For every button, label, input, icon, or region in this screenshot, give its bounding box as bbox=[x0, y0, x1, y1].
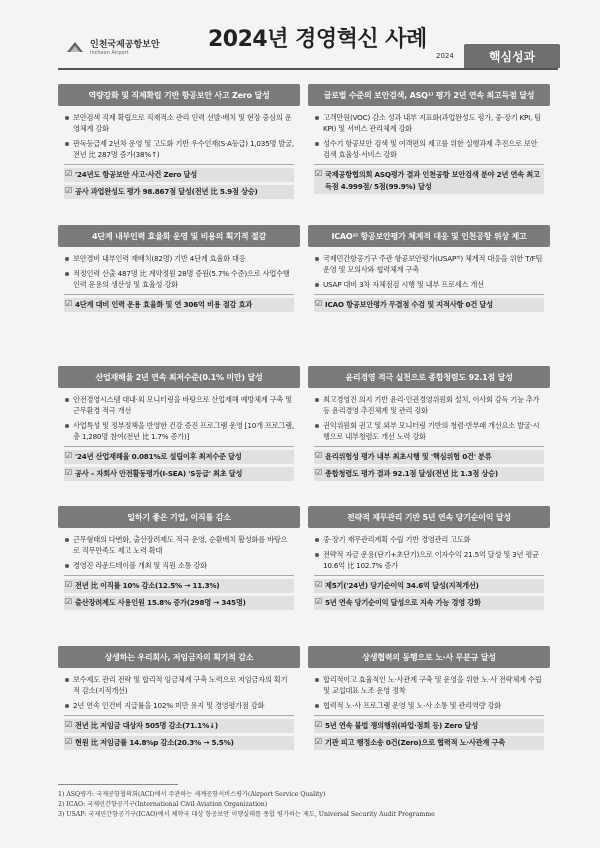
achievement-card bbox=[58, 646, 300, 757]
results-box bbox=[314, 446, 544, 481]
bullet-item: 고객만원(VOC) 감소 성과 내부 지표화(과업완성도 평가, 중·장기 KPI, 팀 KPI) 및 서비스 관리체계 강화 bbox=[314, 112, 544, 134]
bullet-item: 성수기 항공보안 검색 및 여객편의 제고를 위한 실행과제 추진으로 보안검색 효율성·서비스 강화 bbox=[314, 138, 544, 160]
page-header bbox=[58, 18, 558, 74]
bullet-item: 합리적이고 효율적인 노·사관계 구축 및 운영을 위한 노·사 전략체계 수립 및 교섭대표 노조 운영 정착 bbox=[314, 674, 544, 696]
footnote: 1) ASQ평가: 국제공항협의회(ACI)에서 주관하는 세계공항서비스평가(Airport Service Quality) bbox=[58, 791, 326, 798]
result-item: ☑ 전년 比 저임금 대상자 505명 감소(71.1%↓) bbox=[64, 719, 294, 733]
card-heading: 윤리경영 적극 실천으로 종합청렴도 92.1점 달성 bbox=[308, 366, 550, 388]
footnote: 3) USAP: 국제민간항공기구(ICAO)에서 체약국 대상 항공보안 이행실태를 종합 평가하는 제도, Universal Security Audit Programme bbox=[58, 811, 435, 818]
bullet-item: 보안경비 내부인력 재배치(82명) 기반 4단계 효율화 대응 bbox=[64, 253, 294, 264]
card-body bbox=[308, 668, 550, 757]
result-item: ☑ 국제공항협의회 ASQ평가 결과 인천공항 보안검색 분야 2년 연속 최고득점 4.999점/ 5점(99.9%) 달성 bbox=[314, 168, 544, 194]
card-body bbox=[308, 528, 550, 617]
result-item: ☑ '24년도 항공보안 사고·사건 Zero 달성 bbox=[64, 168, 294, 182]
core-achievements-tab: 핵심성과 bbox=[464, 44, 560, 68]
achievement-card bbox=[308, 506, 550, 617]
card-body bbox=[308, 247, 550, 319]
results-box bbox=[314, 294, 544, 312]
bullet-item: 권익위원회 권고 및 외부 모니터링 기반의 청렴·반부패 개선요소 발굴·시행으로 내부청렴도 개선 노력 강화 bbox=[314, 420, 544, 442]
bullet-item: 보수제도 관리 전략 및 합리적 임금체계 구축 노력으로 저임금자의 획기적 감소(지적개선) bbox=[64, 674, 294, 696]
footnote-divider bbox=[58, 784, 178, 785]
year-label: 2024 bbox=[436, 52, 454, 60]
card-heading: 글로벌 수준의 보안검색, ASQ¹⁾ 평가 2년 연속 최고득점 달성 bbox=[308, 84, 550, 106]
card-body bbox=[58, 668, 300, 757]
result-item: ☑ 전년 比 이직률 10% 감소(12.5% → 11.3%) bbox=[64, 579, 294, 593]
logo-icon bbox=[66, 40, 84, 56]
card-body bbox=[308, 388, 550, 488]
achievement-card bbox=[58, 225, 300, 319]
card-heading: 전략적 재무관리 기반 5년 연속 당기순이익 달성 bbox=[308, 506, 550, 528]
results-box bbox=[64, 164, 294, 199]
results-box bbox=[64, 715, 294, 750]
result-item: ☑ 제5기('24년) 당기순이익 34.6억 달성(지적개선) bbox=[314, 579, 544, 593]
results-box bbox=[314, 575, 544, 610]
header-divider bbox=[58, 68, 558, 70]
card-heading: 상생협력의 동행으로 노·사 무분규 달성 bbox=[308, 646, 550, 668]
bullet-item: USAP 대비 3차 자체점검 시행 및 내부 프로세스 개선 bbox=[314, 279, 544, 290]
bullet-item: 적정인력 산출 487명 比 계약정원 28명 증원(5.7% 수준)으로 사업수행 인력 운용의 생산성 및 효율성 강화 bbox=[64, 268, 294, 290]
achievement-card bbox=[308, 366, 550, 488]
bullet-item: 중·장기 재무관리계획 수립 기반 경영관리 고도화 bbox=[314, 534, 544, 545]
achievement-card bbox=[58, 84, 300, 206]
result-item: ☑ 종합청렴도 평가 결과 92.1점 달성(전년 比 1.3점 상승) bbox=[314, 467, 544, 481]
footnote: 2) ICAO: 국제민간항공기구(International Civil Aviation Organization) bbox=[58, 801, 268, 808]
card-body bbox=[58, 106, 300, 206]
results-box bbox=[64, 446, 294, 481]
results-box bbox=[314, 715, 544, 750]
company-logo bbox=[66, 40, 160, 56]
result-item: ☑ 출산장려제도 사용인원 15.8% 증가(298명 → 345명) bbox=[64, 596, 294, 610]
result-item: ☑ 공사 과업완성도 평가 98.867점 달성(전년 比 5.9점 상승) bbox=[64, 185, 294, 199]
result-item: ☑ 현원 比 저임금률 14.8%p 감소(20.3% → 5.5%) bbox=[64, 736, 294, 750]
results-box bbox=[64, 575, 294, 610]
card-body bbox=[58, 528, 300, 617]
bullet-item: 경영진 라운드테이블 개최 및 직원 소통 강화 bbox=[64, 560, 294, 571]
achievement-card bbox=[58, 506, 300, 617]
logo-name: 인천국제공항보안 bbox=[90, 40, 160, 50]
achievement-card bbox=[308, 646, 550, 757]
result-item: ☑ ICAO 항공보안평가 무결점 수검 및 지적사항 0건 달성 bbox=[314, 298, 544, 312]
result-item: ☑ 5년 연속 불법 쟁의행위(파업·점회 등) Zero 달성 bbox=[314, 719, 544, 733]
result-item: ☑ 기관 피고 행정소송 0건(Zero)으로 협력적 노·사관계 구축 bbox=[314, 736, 544, 750]
achievement-card bbox=[308, 225, 550, 319]
results-box bbox=[314, 164, 544, 194]
bullet-item: 협력적 노·사 프로그램 운영 및 노·사 소통 및 관리역량 강화 bbox=[314, 700, 544, 711]
card-heading: 역량강화 및 직제확립 기반 항공보안 사고 Zero 달성 bbox=[58, 84, 300, 106]
footnotes bbox=[58, 790, 558, 820]
result-item: ☑ 5년 연속 당기순이익 달성으로 지속 가능 경영 강화 bbox=[314, 596, 544, 610]
bullet-item: 국제민간항공기구 주관 항공보안평가(USAP³⁾) 체계적 대응을 위한 T/F팀 운영 및 모의사와 협력체계 구축 bbox=[314, 253, 544, 275]
bullet-item: 안전경영시스템 대내·외 모니터링을 바탕으로 산업재해 예방체계 구축 및 근무환경 적극 개선 bbox=[64, 394, 294, 416]
bullet-item: 사업특성 및 정부정책을 반영한 건강 증진 프로그램 운영 [10개 프로그램, 총 1,280명 참여(전년 比 1.7% 증가)] bbox=[64, 420, 294, 442]
card-heading: ICAO²⁾ 항공보안평가 체계적 대응 및 인천공항 위상 제고 bbox=[308, 225, 550, 247]
card-heading: 상생하는 우리회사, 저임금자의 획기적 감소 bbox=[58, 646, 300, 668]
result-item: ☑ 윤리위험성 평가 내부 최초시행 및 '핵심위험 0건' 분류 bbox=[314, 450, 544, 464]
card-body bbox=[58, 247, 300, 319]
bullet-item: 보안검색 직제 확립으로 직재적소 관리 인력 선발·배치 및 현장 중심의 운영체계 강화 bbox=[64, 112, 294, 134]
bullet-item: 판독등급제 2년차 운영 및 고도화 기반 우수인재(S·A등급) 1,035명 발굴, 전년 比 287명 증가(38%↑) bbox=[64, 138, 294, 160]
bullet-item: 2년 연속 인건비 지급률을 102% 미만 유지 및 경영평가점 강화 bbox=[64, 700, 294, 711]
result-item: ☑ 공사 – 자회사 안전활동평가(I-SEA) 'S등급' 최초 달성 bbox=[64, 467, 294, 481]
card-body bbox=[58, 388, 300, 488]
page-title: 2024년 경영혁신 사례 bbox=[208, 27, 427, 52]
result-item: ☑ '24년 산업재해율 0.081%로 설립이후 최저수준 달성 bbox=[64, 450, 294, 464]
card-heading: 일하기 좋은 기업, 이직률 감소 bbox=[58, 506, 300, 528]
bullet-item: 근무형태의 다변화, 출산장려제도 적극 운영, 순환배치 활성화를 바탕으로 직무만족도 제고 노력 확대 bbox=[64, 534, 294, 556]
bullet-item: 전략적 자금 운용(단기+초단기)으로 이자수익 21.5억 달성 및 3년 평균 10.6억 比 102.7% 증가 bbox=[314, 549, 544, 571]
results-box bbox=[64, 294, 294, 312]
bullet-item: 최고경영진 의지 기반 윤리·인권경영위원회 설치, 이사회 감독 기능 추가 등 윤리경영 추진체계 및 관리 강화 bbox=[314, 394, 544, 416]
card-heading: 산업재해율 2년 연속 최저수준(0.1% 미만) 달성 bbox=[58, 366, 300, 388]
result-item: ☑ 4단계 대비 인력 운용 효율화 및 연 306억 비용 절감 효과 bbox=[64, 298, 294, 312]
achievement-card bbox=[58, 366, 300, 488]
logo-subtitle: Incheon Airport bbox=[90, 50, 129, 56]
card-heading: 4단계 내부인력 효율화 운영 및 비용의 획기적 절감 bbox=[58, 225, 300, 247]
achievement-card bbox=[308, 84, 550, 201]
card-body bbox=[308, 106, 550, 201]
